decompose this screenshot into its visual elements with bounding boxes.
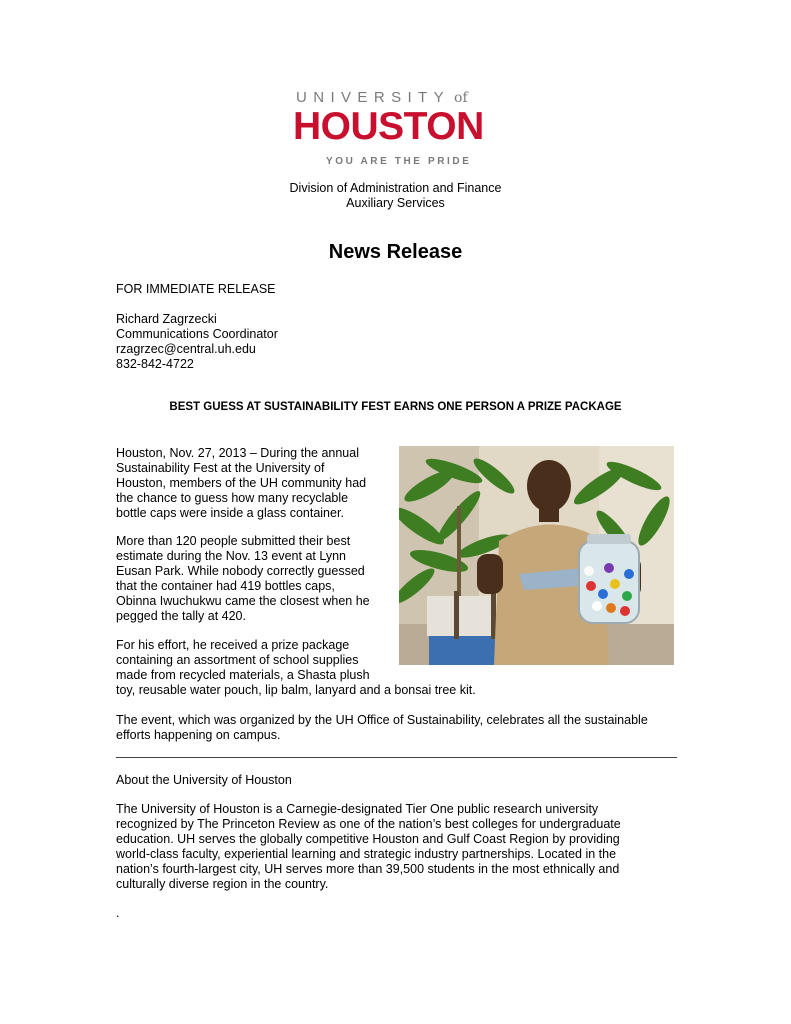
text-line: containing an assortment of school supplies [116, 653, 359, 667]
about-paragraph [116, 802, 686, 892]
logo-houston-text: HOUSTON [293, 105, 484, 148]
text-line: bottle caps were inside a glass container. [116, 506, 344, 520]
release-label: FOR IMMEDIATE RELEASE [116, 282, 276, 296]
text-line: For his effort, he received a prize package [116, 638, 350, 652]
text-line: the chance to guess how many recyclable [116, 491, 349, 505]
text-line: Sustainability Fest at the University of [116, 461, 325, 475]
text-line: culturally diverse region in the country. [116, 877, 329, 891]
divider [116, 757, 677, 758]
body-paragraph-1 [116, 446, 386, 521]
text-line: nation’s fourth-largest city, UH serves more than 39,500 students in the most ethnically and [116, 862, 620, 876]
text-line: efforts happening on campus. [116, 728, 281, 742]
text-line: estimate during the Nov. 13 event at Lynn [116, 549, 346, 563]
division-line2: Auxiliary Services [346, 196, 445, 210]
contact-name: Richard Zagrzecki [116, 312, 217, 326]
page-title: News Release [328, 241, 463, 263]
contact-role: Communications Coordinator [116, 327, 278, 341]
uh-logo [290, 90, 502, 168]
photo-illustration [399, 446, 674, 665]
logo-of-text: of [454, 90, 468, 106]
headline: BEST GUESS AT SUSTAINABILITY FEST EARNS ONE PERSON A PRIZE PACKAGE [169, 401, 622, 413]
text-line: The event, which was organized by the UH Office of Sustainability, celebrates all the sustainable [116, 713, 648, 727]
text-line: The University of Houston is a Carnegie-designated Tier One public research university [116, 802, 599, 816]
text-line: Houston, Nov. 27, 2013 – During the annual [116, 446, 359, 460]
logo-university-text: UNIVERSITY of [296, 89, 468, 106]
division-block [0, 181, 791, 211]
contact-email[interactable]: rzagrzec@central.uh.edu [116, 342, 256, 356]
body-paragraph-4 [116, 713, 676, 743]
event-photo [399, 446, 674, 665]
text-line: made from recycled materials, a Shasta plush [116, 668, 370, 682]
contact-phone: 832-842-4722 [116, 357, 194, 371]
text-line: education. UH serves the globally competitive Houston and Gulf Coast Region by providing [116, 832, 620, 846]
text-line: Houston, members of the UH community had [116, 476, 367, 490]
text-line: Eusan Park. While nobody correctly guessed [116, 564, 365, 578]
logo-tagline: YOU ARE THE PRIDE [326, 156, 472, 167]
text-line: pegged the tally at 420. [116, 609, 246, 623]
text-line: world-class faculty, experiential learning and strategic industry partnerships. Located in the [116, 847, 617, 861]
text-line: Obinna Iwuchukwu came the closest when he [116, 594, 370, 608]
text-line: More than 120 people submitted their best [116, 534, 351, 548]
trailing-period: . [116, 906, 120, 920]
division-line1: Division of Administration and Finance [289, 181, 502, 195]
text-line: toy, reusable water pouch, lip balm, lanyard and a bonsai tree kit. [116, 683, 476, 697]
text-line: recognized by The Princeton Review as one of the nation’s best colleges for undergraduate [116, 817, 621, 831]
body-paragraph-2 [116, 534, 386, 624]
contact-block [116, 312, 278, 372]
text-line: that the container had 419 bottles caps, [116, 579, 335, 593]
about-heading: About the University of Houston [116, 773, 292, 787]
